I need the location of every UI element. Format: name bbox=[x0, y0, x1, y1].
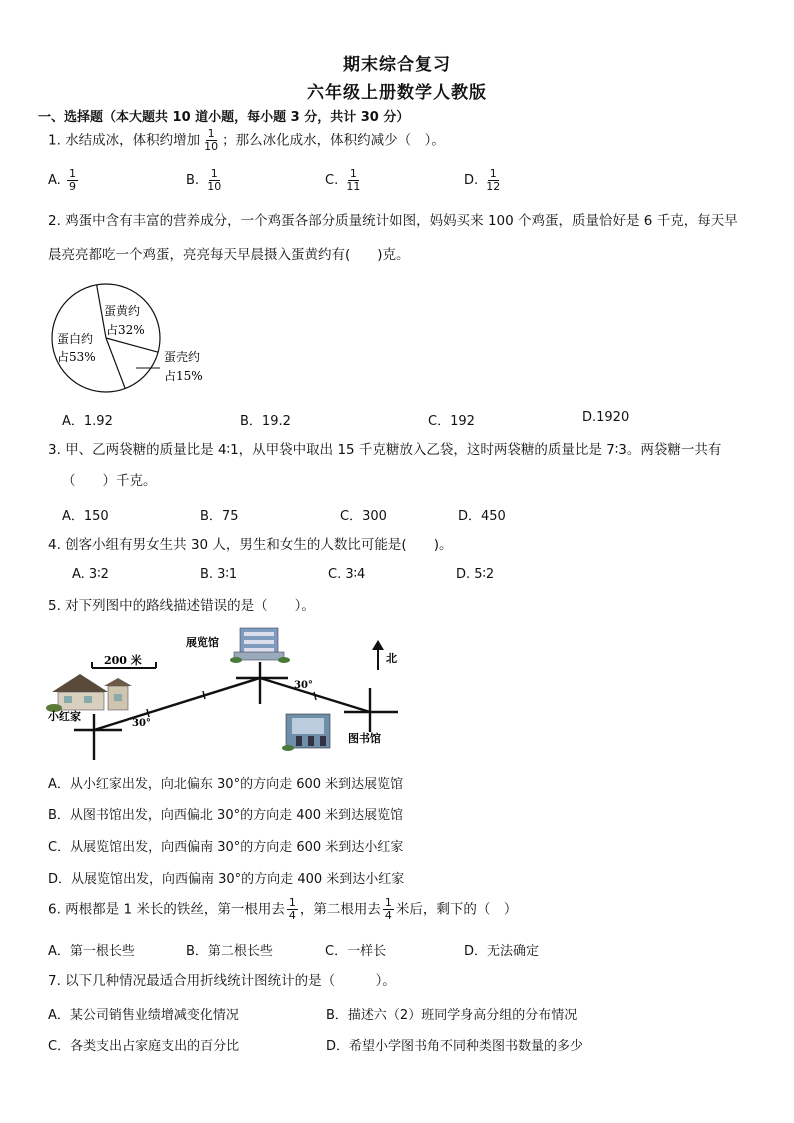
q6-middle: ，第二根用去 bbox=[299, 901, 381, 918]
section-heading: 一、选择题（本大题共 10 道小题，每小题 3 分，共计 30 分） bbox=[38, 110, 410, 125]
question-1 bbox=[48, 128, 445, 153]
q4-option-d[interactable]: D. 5∶2 bbox=[456, 567, 495, 582]
q5-option-d[interactable]: D．从展览馆出发，向西偏南 30°的方向走 400 米到达小红家 bbox=[48, 872, 405, 887]
q3-option-a[interactable]: A．150 bbox=[62, 509, 109, 524]
route-map bbox=[44, 622, 404, 762]
option-label: D. bbox=[464, 173, 479, 188]
q1-option-d[interactable] bbox=[464, 168, 504, 193]
angle-label-home: 30° bbox=[132, 718, 151, 729]
frac-num: 1 bbox=[384, 896, 392, 909]
frac-num: 1 bbox=[68, 167, 76, 180]
q7-option-b[interactable]: B．描述六（2）班同学身高分组的分布情况 bbox=[326, 1008, 578, 1023]
q6-suffix: 米后，剩下的（ ） bbox=[395, 901, 518, 918]
frac-num: 1 bbox=[349, 167, 357, 180]
question-2-line1: 2. 鸡蛋中含有丰富的营养成分，一个鸡蛋各部分质量统计如图，妈妈买来 100 个鸡蛋，质量恰好是 6 千克，每天早 bbox=[48, 213, 738, 229]
q1-prefix: 1. 水结成冰，体积约增加 bbox=[48, 132, 201, 149]
slice-label-shell-2: 占15% bbox=[164, 369, 203, 383]
house-icon bbox=[46, 674, 132, 712]
question-2-line2: 晨亮亮都吃一个鸡蛋，亮亮每天早晨摄入蛋黄约有( )克。 bbox=[48, 247, 410, 263]
question-3-line1: 3. 甲、乙两袋糖的质量比是 4∶1，从甲袋中取出 15 千克糖放入乙袋，这时两袋糖的质量比是 7∶3。两袋糖一共有 bbox=[48, 442, 722, 458]
egg-pie-chart bbox=[48, 282, 218, 400]
q1-fraction bbox=[202, 128, 220, 153]
q7-option-d[interactable]: D．希望小学图书角不同种类图书数量的多少 bbox=[326, 1039, 584, 1054]
q2-option-c[interactable]: C．192 bbox=[428, 414, 475, 429]
slice-label-white-1: 蛋白约 bbox=[57, 332, 94, 346]
frac-num: 1 bbox=[210, 167, 218, 180]
pie-divider-2 bbox=[106, 338, 158, 352]
library-label: 图书馆 bbox=[348, 732, 381, 745]
question-3-line2: （ ）千克。 bbox=[62, 473, 157, 489]
q6-option-d[interactable]: D．无法确定 bbox=[464, 944, 540, 959]
q2-option-a[interactable]: A．1.92 bbox=[62, 414, 113, 429]
frac-den: 4 bbox=[288, 909, 296, 922]
question-4: 4. 创客小组有男女生共 30 人，男生和女生的人数比可能是( )。 bbox=[48, 537, 453, 553]
library-icon bbox=[282, 714, 330, 751]
building-icon bbox=[230, 628, 290, 663]
option-label: A. bbox=[48, 173, 61, 188]
q5-option-a[interactable]: A．从小红家出发，向北偏东 30°的方向走 600 米到达展览馆 bbox=[48, 777, 404, 792]
q4-option-c[interactable]: C. 3∶4 bbox=[328, 567, 366, 582]
frac-num: 1 bbox=[288, 896, 296, 909]
frac-den: 4 bbox=[384, 909, 392, 922]
frac-den: 10 bbox=[207, 180, 222, 193]
q1-frac-den: 10 bbox=[204, 140, 219, 153]
q4-option-a[interactable]: A. 3∶2 bbox=[72, 567, 109, 582]
slice-label-yolk-1: 蛋黄约 bbox=[104, 304, 141, 318]
north-arrow-icon bbox=[372, 640, 384, 670]
q1-frac-num: 1 bbox=[207, 127, 215, 140]
q5-option-c[interactable]: C．从展览馆出发，向西偏南 30°的方向走 600 米到达小红家 bbox=[48, 840, 404, 855]
q2-option-d[interactable]: D.1920 bbox=[582, 410, 630, 425]
question-7: 7. 以下几种情况最适合用折线统计图统计的是（ ）。 bbox=[48, 973, 396, 989]
angle-label-exhibition: 30° bbox=[294, 680, 313, 691]
page-subtitle: 六年级上册数学人教版 bbox=[307, 83, 487, 103]
q3-option-d[interactable]: D．450 bbox=[458, 509, 506, 524]
exhibition-label: 展览馆 bbox=[186, 636, 219, 649]
q2-option-b[interactable]: B．19.2 bbox=[240, 414, 291, 429]
slice-label-white-2: 占53% bbox=[57, 350, 96, 364]
home-label: 小红家 bbox=[48, 710, 81, 723]
q1-option-a[interactable] bbox=[48, 168, 80, 193]
q6-option-b[interactable]: B．第二根长些 bbox=[186, 944, 273, 959]
frac-den: 11 bbox=[346, 180, 361, 193]
q7-option-c[interactable]: C．各类支出占家庭支出的百分比 bbox=[48, 1039, 240, 1054]
option-label: C. bbox=[325, 173, 339, 188]
slice-label-shell-1: 蛋壳约 bbox=[164, 350, 201, 364]
frac-num: 1 bbox=[489, 167, 497, 180]
north-label: 北 bbox=[386, 652, 397, 665]
question-5: 5. 对下列图中的路线描述错误的是（ ）。 bbox=[48, 598, 315, 614]
pie-divider-3 bbox=[106, 338, 125, 388]
q1-option-c[interactable] bbox=[325, 168, 364, 193]
q5-option-b[interactable]: B．从图书馆出发，向西偏北 30°的方向走 400 米到达展览馆 bbox=[48, 808, 404, 823]
q6-fraction-1 bbox=[287, 897, 298, 922]
scale-label: 200 米 bbox=[104, 654, 142, 667]
question-6 bbox=[48, 897, 517, 922]
q7-option-a[interactable]: A．某公司销售业绩增减变化情况 bbox=[48, 1008, 239, 1023]
q6-prefix: 6. 两根都是 1 米长的铁丝，第一根用去 bbox=[48, 901, 285, 918]
q3-option-b[interactable]: B．75 bbox=[200, 509, 239, 524]
q3-option-c[interactable]: C．300 bbox=[340, 509, 387, 524]
option-label: B. bbox=[186, 173, 200, 188]
q1-suffix: ；那么冰化成水，体积约减少（ ）。 bbox=[222, 132, 445, 149]
q4-option-b[interactable]: B. 3∶1 bbox=[200, 567, 238, 582]
frac-den: 12 bbox=[486, 180, 501, 193]
slice-label-yolk-2: 占32% bbox=[106, 323, 145, 337]
page-title: 期末综合复习 bbox=[343, 55, 451, 75]
frac-den: 9 bbox=[68, 180, 76, 193]
q6-fraction-2 bbox=[383, 897, 394, 922]
q6-option-a[interactable]: A．第一根长些 bbox=[48, 944, 135, 959]
q6-option-c[interactable]: C．一样长 bbox=[325, 944, 387, 959]
q1-option-b[interactable] bbox=[186, 168, 225, 193]
